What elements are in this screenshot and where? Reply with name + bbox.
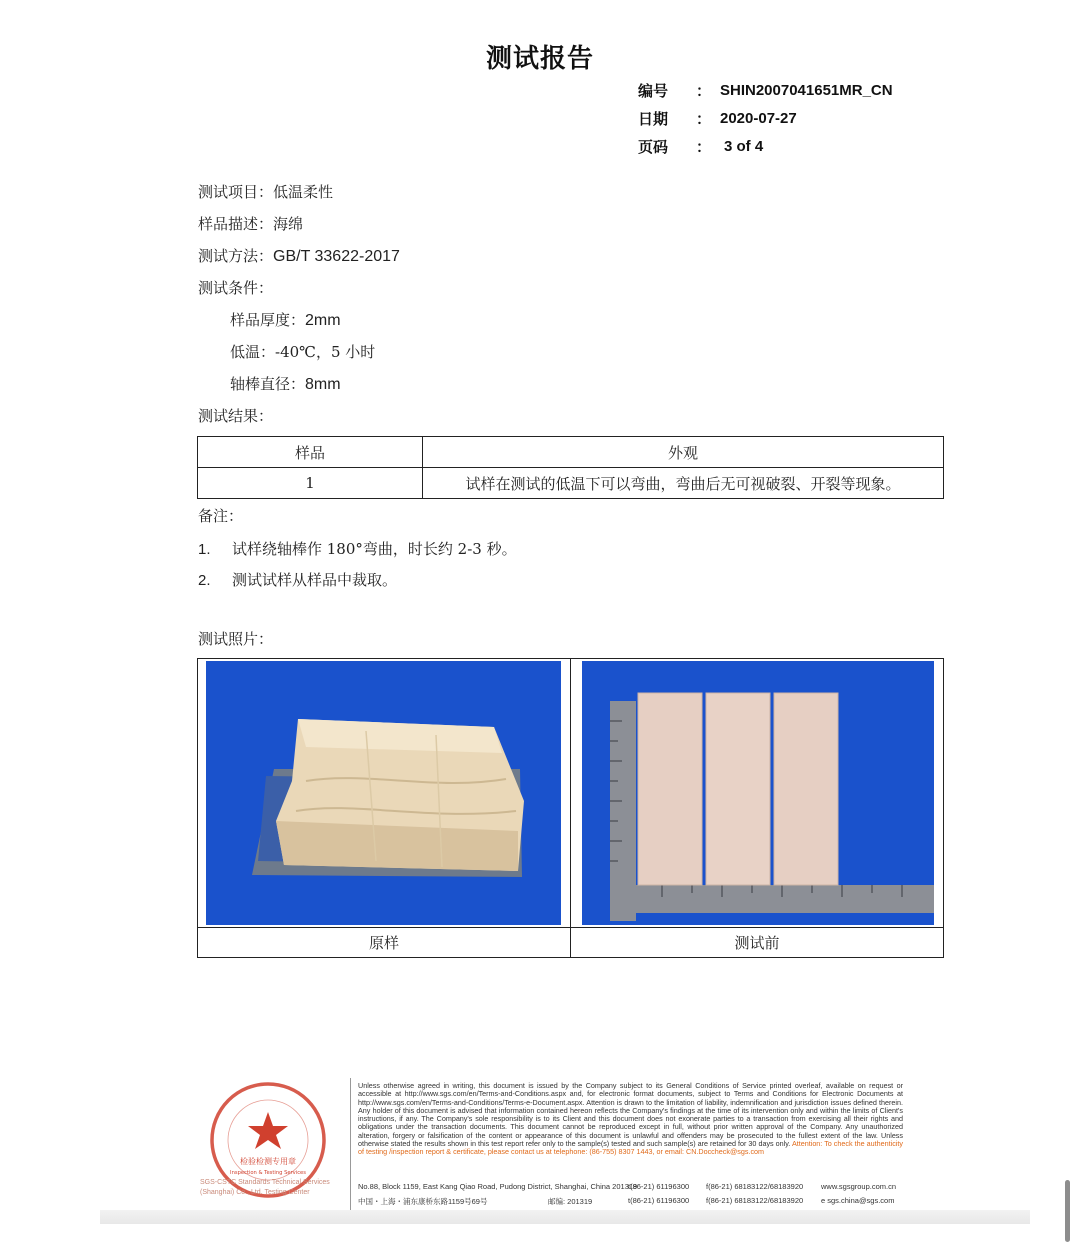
- address-row-en: [358, 1182, 903, 1191]
- report-title: 测试报告: [485, 44, 594, 74]
- note-number: 2.: [198, 572, 211, 589]
- results-table: [197, 436, 944, 499]
- legal-disclaimer: [358, 1082, 903, 1157]
- test-item-label: 测试项目：: [198, 183, 274, 201]
- email: e sgs.china@sgs.com: [821, 1196, 895, 1205]
- address-cn: 中国・上海・浦东康桥东路1159号69号: [358, 1197, 488, 1206]
- caption-rule: [198, 927, 943, 928]
- photo-original-sample: [206, 661, 561, 925]
- address-en: No.88, Block 1159, East Kang Qiao Road, Pudong District, Shanghai, China 201319: [358, 1182, 638, 1191]
- seal-label: 检验检测专用章: [240, 1157, 296, 1166]
- condition-rod-diameter: [230, 373, 341, 394]
- test-item-value: 低温柔性: [273, 183, 334, 201]
- test-method-label: 测试方法：: [198, 247, 274, 265]
- test-conditions-label: 测试条件：: [198, 279, 274, 297]
- condition-value: 8mm: [305, 376, 341, 393]
- meta-row-date: [638, 104, 893, 132]
- meta-label: 页码: [638, 137, 669, 156]
- note-text: 测试试样从样品中裁取。: [232, 571, 398, 589]
- condition-label: 低温：: [230, 343, 276, 361]
- seal-caption: SGS-CSTC Standards Technical Services (Shanghai) Co., Ltd. Testing Center: [200, 1179, 330, 1196]
- website: www.sgsgroup.com.cn: [821, 1182, 897, 1191]
- condition-value: -40℃，5 小时: [275, 343, 376, 361]
- legal-text: Unless otherwise agreed in writing, this document is issued by the Company subject to its General Conditions of Service printed overleaf, available on request or accessible at http://www.sgs.com/en/Terms-and-Conditions.aspx and, for electronic format documents, subject to Terms and Conditions for Electronic Documents at http://www.sgs.com/en/Terms-and-Conditions/Terms-e-Document.aspx. Attention is drawn to the limitation of liability, indemnification and jurisdiction issues defined therein. Any holder of this document is advised that information contained hereon reflects the Company's findings at the time of its intervention only and within the limits of Client's instructions, if any. The Company's sole responsibility is to its Client and this document does not exonerate parties to a transaction from exercising all their rights and obligations under the transaction documents. This document cannot be reproduced except in full, without prior written approval of the Company. Any unauthorized alteration, forgery or falsification of the content or appearance of this document is unlawful and offenders may be prosecuted to the fullest extent of the law. Unless otherwise stated the results shown in this test report refer only to the sample(s) tested and such sample(s) are retained for 30 days only.: [358, 1081, 903, 1149]
- condition-thickness: [230, 309, 341, 330]
- meta-row-number: [638, 76, 893, 104]
- test-item-line: [198, 181, 333, 202]
- notes-label: 备注：: [198, 507, 244, 525]
- meta-value: 2020-07-27: [720, 109, 797, 127]
- note-text: 试样绕轴棒作 180°弯曲，时长约 2-3 秒。: [232, 540, 517, 558]
- meta-value: 3 of 4: [724, 137, 764, 155]
- photo-caption: 测试前: [734, 934, 780, 952]
- condition-label: 轴棒直径：: [230, 375, 306, 393]
- page-edge: [100, 1210, 1030, 1224]
- meta-colon: ：: [696, 81, 712, 100]
- note-number: 1.: [198, 541, 211, 558]
- table-cell: 1: [198, 468, 423, 499]
- table-cell: 试样在测试的低温下可以弯曲，弯曲后无可视破裂、开裂等现象。: [423, 468, 944, 499]
- meta-label: 编号: [638, 81, 669, 100]
- fax: f(86-21) 68183122/68183920: [706, 1182, 804, 1191]
- authenticity-notice: Attention: To check the authenticity of testing /inspection report & certificate, please contact us at telephone: (86-755) 8307 1443, or email: CN.Doccheck@sgs.com: [358, 1139, 903, 1157]
- photo-table: [197, 658, 944, 958]
- page-footer: [200, 1078, 905, 1218]
- postcode: 邮编: 201319: [548, 1197, 593, 1206]
- test-method-value: GB/T 33622-2017: [273, 248, 400, 265]
- meta-row-page: [638, 132, 893, 160]
- photo-divider: [570, 659, 571, 957]
- test-results-label: 测试结果：: [198, 407, 274, 425]
- telephone: t(86-21) 61196300: [628, 1182, 690, 1191]
- table-header-row: [198, 437, 944, 468]
- table-row: [198, 468, 944, 499]
- sample-desc-label: 样品描述：: [198, 215, 274, 233]
- test-method-line: [198, 245, 400, 266]
- table-header: 样品: [198, 437, 423, 468]
- fax: f(86-21) 68183122/68183920: [706, 1196, 804, 1205]
- sample-desc-line: [198, 213, 303, 234]
- report-meta: [638, 76, 893, 160]
- meta-colon: ：: [696, 109, 712, 128]
- photos-label: 测试照片：: [198, 630, 274, 648]
- meta-colon: ：: [696, 137, 712, 156]
- condition-value: 2mm: [305, 312, 341, 329]
- note-item: [198, 569, 397, 590]
- table-header: 外观: [423, 437, 944, 468]
- telephone: t(86-21) 61196300: [628, 1196, 690, 1205]
- sample-desc-value: 海绵: [273, 215, 304, 233]
- condition-low-temp: [230, 341, 375, 362]
- footer-divider: [350, 1078, 351, 1214]
- address-row-cn: [358, 1196, 903, 1207]
- meta-value: SHIN2007041651MR_CN: [720, 81, 893, 99]
- photo-before-test: [582, 661, 934, 925]
- scrollbar[interactable]: [1065, 1180, 1070, 1242]
- note-item: [198, 538, 517, 559]
- meta-label: 日期: [638, 109, 669, 128]
- condition-label: 样品厚度：: [230, 311, 306, 329]
- seal-label-en: Inspection & Testing Services: [230, 1170, 306, 1176]
- photo-caption: 原样: [368, 934, 399, 952]
